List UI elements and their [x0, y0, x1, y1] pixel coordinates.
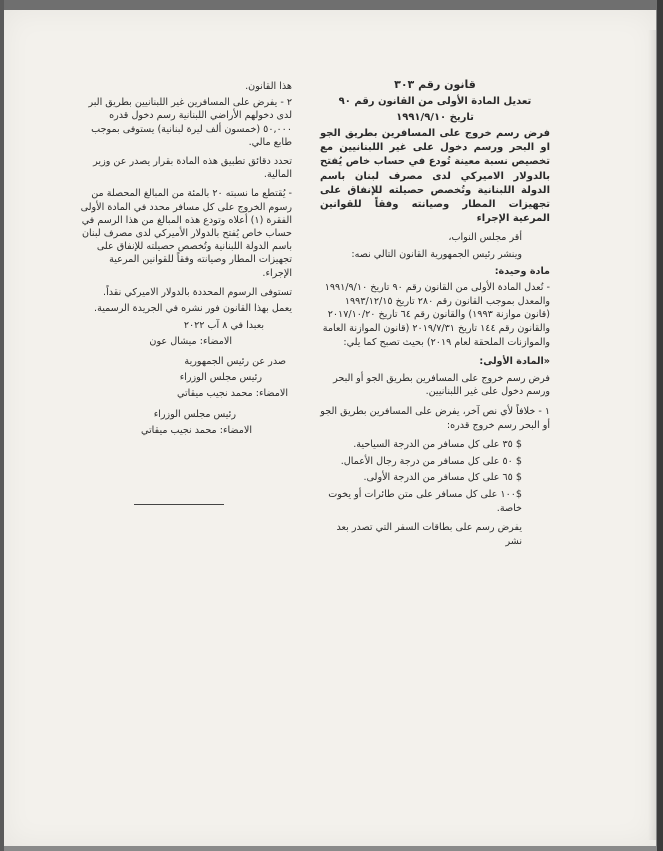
law-date: تاريخ ١٩٩١/٩/١٠ — [396, 112, 474, 123]
fee-first: $ ٦٥ على كل مسافر من الدرجة الأولى. — [363, 472, 522, 484]
pm-signature-2: الامضاء: محمد نجيب ميقاتي — [141, 425, 252, 437]
article-one-p1: فرض رسم خروج على المسافرين بطريق الجو أو البحر ورسم دخول على غير اللبنانيين. — [333, 372, 550, 398]
article-one-p2: ١ - خلافاً لأي نص آخر، يفرض على المسافرين بطريق الجو أو البحر رسم خروج قدره: — [320, 405, 550, 431]
pm-title-1: رئيس مجلس الوزراء — [179, 371, 262, 383]
left-column — [80, 80, 292, 441]
scan-frame-top — [0, 0, 663, 10]
scan-frame-right — [657, 0, 663, 851]
left-p2: ٢ - يفرض على المسافرين غير اللبنانيين بطريق البر لدى دخولهم الأراضي اللبنانية رسم دخول قدره ٥٠,٠٠٠ (خمسون ألف ليرة لبنانية) يستوفى بموجب طابع مالي. — [88, 97, 292, 148]
left-p3: تحدد دقائق تطبيق هذه المادة بقرار يصدر عن وزير المالية. — [93, 156, 292, 181]
law-amendment-title: تعديل المادة الأولى من القانون رقم ٩٠ — [338, 96, 532, 107]
left-p4: - يُقتطع ما نسبته ٢٠ بالمئة من المبالغ المحصلة من رسوم الخروج على كل مسافر محدد في المادة الأولى الفقرة (١) أعلاه وتودع هذه المبالغ من هذا الرسم في حساب خاص يُفتح بالدولار الأميركي لدى مصرف لبنان باسم الدولة اللبنانية وتُخصص حصيلته للإنفاق على تجهيزات المطار وصيانته وفقاً للقوانين المرعية الإجراء. — [80, 188, 292, 279]
left-p5: تستوفى الرسوم المحددة بالدولار الاميركي نقداً. — [103, 286, 292, 298]
president-signature: الامضاء: ميشال عون — [149, 336, 232, 348]
page-edge-shadow — [648, 30, 656, 840]
signature-block — [80, 319, 292, 437]
pm-signature-1: الامضاء: محمد نجيب ميقاتي — [177, 388, 288, 400]
end-rule — [134, 504, 224, 505]
single-article-heading: مادة وحيدة: — [494, 265, 550, 277]
right-column — [320, 78, 550, 551]
fee-tourist: $ ٣٥ على كل مسافر من الدرجة السياحية. — [353, 439, 522, 451]
parliament-line: أقر مجلس النواب، — [448, 232, 522, 244]
document-page — [4, 10, 656, 846]
pm-title-2: رئيس مجلس الوزراء — [153, 409, 236, 421]
fee-private: $١٠٠ على كل مسافر على متن طائرات أو يخوت خاصة. — [328, 488, 522, 514]
last-line: يفرض رسم على بطاقات السفر التي تصدر بعد نشر — [336, 522, 522, 547]
promulgation-line: وينشر رئيس الجمهورية القانون التالي نصه: — [351, 249, 522, 261]
law-subject: فرض رسم خروج على المسافرين بطريق الجو او البحر ورسم دخول على غير اللبنانيين مع تخصيص نسبة معينة تُودع في حساب خاص يُفتح بالدولار الاميركي لدى مصرف لبنان باسم الدولة اللبنانية وتُخصص حصيلته للإنفاق على تجهيزات المطار وصيانته وفقاً للقوانين المرعية الإجراء — [320, 128, 550, 225]
article-one-heading: «المادة الأولى: — [479, 356, 550, 368]
issued-by: صدر عن رئيس الجمهورية — [184, 355, 286, 367]
left-p6: يعمل بهذا القانون فور نشره في الجريدة الرسمية. — [94, 303, 292, 315]
signing-date: بعبدا في ٨ آب ٢٠٢٢ — [183, 320, 264, 332]
fee-business: $ ٥٠ على كل مسافر من درجة رجال الأعمال. — [340, 455, 522, 467]
amendment-text: - تُعدل المادة الأولى من القانون رقم ٩٠ تاريخ ١٩٩١/٩/١٠ والمعدل بموجب القانون رقم ٢٨٠ تاريخ ١٩٩٣/١٢/١٥ (قانون موازنة ١٩٩٣) والقانون رقم ٦٤ تاريخ ٢٠١٧/١٠/٢٠ والقانون رقم ١٤٤ تاريخ ٢٠١٩/٧/٣١ (قانون الموازنة العامة والموازنات الملحقة لعام ٢٠١٩) بحيث تصبح كما يلي: — [322, 282, 550, 348]
left-p1: هذا القانون. — [245, 81, 292, 92]
law-number: قانون رقم ٣٠٣ — [394, 78, 476, 91]
